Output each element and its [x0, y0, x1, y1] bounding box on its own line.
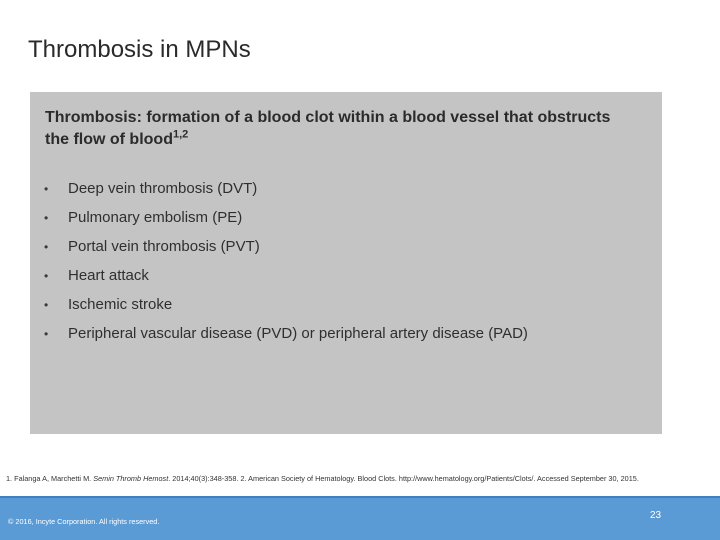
bullet-icon: • [44, 182, 49, 196]
slide-title: Thrombosis in MPNs [28, 36, 251, 63]
bullet-icon: • [44, 269, 49, 283]
reference-part-2: . 2014;40(3):348-358. 2. American Society of Hematology. Blood Clots. http://www.hematology.org/Patients/Clots/. Accessed September 30, 2015. [168, 474, 639, 483]
bullet-icon: • [44, 298, 49, 312]
bullet-icon: • [44, 240, 49, 254]
bullet-item-pe [44, 209, 528, 238]
bullet-list [44, 180, 528, 354]
references [6, 474, 718, 483]
bullet-item-heart-attack [44, 267, 528, 296]
bullet-icon: • [44, 327, 49, 341]
bullet-icon: • [44, 211, 49, 225]
bullet-text: Pulmonary embolism (PE) [68, 209, 243, 226]
definition-references: 1,2 [172, 128, 189, 141]
bullet-text: Portal vein thrombosis (PVT) [68, 238, 260, 255]
content-box [30, 92, 662, 434]
reference-journal: Semin Thromb Hemost [93, 474, 169, 483]
bullet-text: Deep vein thrombosis (DVT) [68, 180, 258, 197]
bullet-item-dvt [44, 180, 528, 209]
copyright-text: © 2016, Incyte Corporation. All rights reserved. [8, 517, 160, 526]
bullet-item-ischemic-stroke [44, 296, 528, 325]
definition-body: Thrombosis: formation of a blood clot within a blood vessel that obstructs the flow of blood [45, 109, 611, 148]
bullet-item-pvd-pad [44, 325, 528, 354]
reference-part-1: 1. Falanga A, Marchetti M. [6, 474, 92, 483]
page-number: 23 [650, 510, 662, 521]
bullet-text: Peripheral vascular disease (PVD) or peripheral artery disease (PAD) [68, 325, 528, 342]
bullet-text: Heart attack [68, 267, 149, 284]
definition-text [45, 107, 625, 151]
bullet-text: Ischemic stroke [68, 296, 173, 313]
bullet-item-pvt [44, 238, 528, 267]
